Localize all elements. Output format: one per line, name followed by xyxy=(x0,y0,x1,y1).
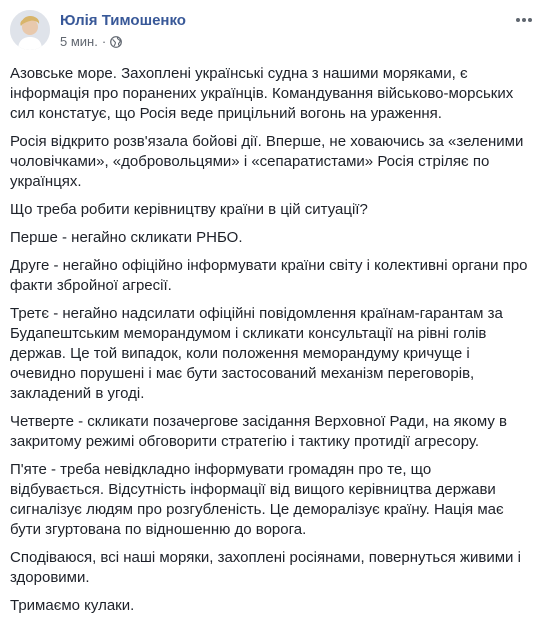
post-paragraph: Друге - негайно офіційно інформувати країни світу і колективні органи про факти збройної агресії. xyxy=(10,257,528,294)
post-paragraph: Сподіваюся, всі наші моряки, захоплені росіянами, повернуться живими і здоровими. xyxy=(10,549,521,586)
post-paragraph: Що треба робити керівництву країни в цій ситуації? xyxy=(10,201,368,218)
globe-icon[interactable] xyxy=(110,36,122,48)
post-paragraph: Перше - негайно скликати РНБО. xyxy=(10,229,243,246)
post-paragraph: Четверте - скликати позачергове засідання Верховної Ради, на якому в закритому режимі обговорити стратегію і тактику протидії агресору. xyxy=(10,413,507,450)
post-paragraph: Третє - негайно надсилати офіційні повідомлення країнам-гарантам за Будапештським меморандумом і скликати консультації на рівні голів держав. Це той випадок, коли положення меморандуму кричуще і очевидно порушені і має бути застосований механізм переговорів, закладений в угоді. xyxy=(10,305,503,402)
post-paragraph: П'яте - треба невідкладно інформувати громадян про те, що відбувається. Відсутність інформації від вищого керівництва держави сигналізує людям про розгубленість. Це деморалізує країну. Нація має бути згуртована по відношенню до ворога. xyxy=(10,461,504,538)
author-name[interactable]: Юлія Тимошенко xyxy=(60,12,186,29)
post-timestamp[interactable]: 5 мин. xyxy=(60,34,98,49)
post-header xyxy=(10,10,536,54)
meta-separator: · xyxy=(101,34,107,49)
author-avatar[interactable] xyxy=(10,10,50,50)
more-options-icon[interactable] xyxy=(512,12,536,28)
post-text xyxy=(10,64,528,624)
post-paragraph: Тримаємо кулаки. xyxy=(10,597,135,614)
post-meta xyxy=(60,34,122,49)
post-paragraph: Азовське море. Захоплені українські судна з нашими моряками, є інформація про поранених українців. Командування військово-морських сил констатує, що Росія веде прицільний вогонь на ураження. xyxy=(10,65,514,122)
avatar-image xyxy=(10,10,50,50)
post-paragraph: Росія відкрито розв'язала бойові дії. Вперше, не ховаючись за «зеленими чоловічками», «добровольцями» і «сепаратистами» Росія стріляє по українцях. xyxy=(10,133,524,190)
